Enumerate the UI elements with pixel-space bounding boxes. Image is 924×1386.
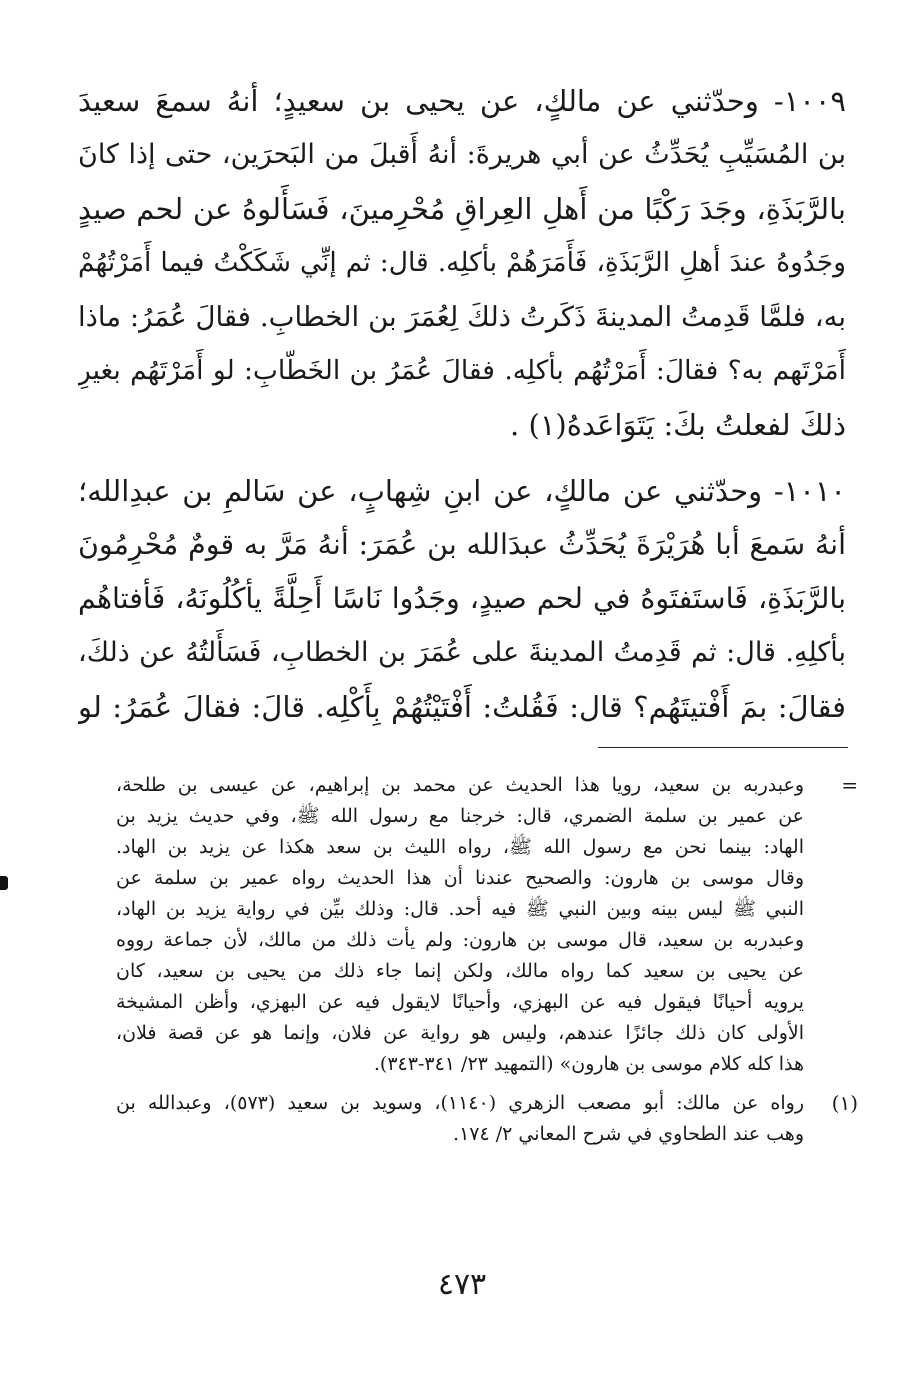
text-line: ١٠٠٩- وحدّثني عن مالكٍ، عن يحيى بن سعيدٍ؛ أنهُ سمعَ سعيدَ	[78, 84, 846, 118]
footnote-line: الأولى كان ذلك جائزًا عندهم، وليس هو رواية عن فلان، وإنما هو عن قصة فلان،	[116, 1022, 804, 1044]
text-line: بن المُسَيِّبِ يُحَدِّثُ عن أبي هريرةَ: أنهُ أَقبلَ من البَحرَين، حتى إذا كانَ	[78, 139, 846, 170]
text-line: بأكلِهِ. قال: ثم قَدِمتُ المدينةَ على عُمَرَ بن الخطابِ، فَسَأَلتُهُ عن ذلكَ،	[78, 637, 846, 668]
footnote-line: هذا كله كلام موسى بن هارون» (التمهيد ٢٣/ ٣٤١-٣٤٣).	[373, 1053, 804, 1075]
text-line: فقالَ: بمَ أَفْتيتَهُم؟ قال: فَقُلتُ: أَفْتَيْتُهُمْ بِأَكْلِه. قالَ: فقالَ عُمَرُ: لو	[78, 690, 846, 724]
text-line: به، فلمَّا قَدِمتُ المدينةَ ذَكَرتُ ذلكَ لِعُمَرَ بن الخطابِ. فقالَ عُمَرُ: ماذا	[78, 301, 846, 333]
footnote-line: عن عمير بن سلمة الضمري، قال: خرجنا مع رسول الله ﷺ، وفي حديث يزيد بن	[116, 805, 804, 827]
footnote-line: النبي ﷺ ليس بينه وبين النبي ﷺ فيه أحد. قال: وذلك بيِّن في رواية يزيد بن الهاد،	[116, 898, 804, 920]
footnote-line: وعبدربه بن سعيد، رويا هذا الحديث عن محمد بن إبراهيم، عن عيسى بن طلحة،	[116, 774, 804, 796]
text-line: ١٠١٠- وحدّثني عن مالكٍ، عن ابنِ شِهابٍ، عن سَالمِ بن عبدِالله؛	[78, 474, 846, 508]
footnote-1-marker: (١)	[831, 1091, 858, 1115]
footnote-separator	[598, 747, 848, 748]
continuation-marker: =	[841, 773, 858, 797]
text-line: أنهُ سَمعَ أبا هُرَيْرَةَ يُحَدِّثُ عبدَالله بن عُمَرَ: أنهُ مَرَّ به قومٌ مُحْرِمُونَ	[78, 528, 846, 561]
footnote-line: الهاد: بينما نحن مع رسول الله ﷺ، رواه الليث بن سعد هكذا عن يزيد بن الهاد.	[116, 836, 804, 858]
text-line: بالرَّبَذَةِ، فَاستَفتَوهُ في لحم صيدٍ، وجَدُوا نَاسًا أَحِلَّةً يأكُلُونَهُ، فَأفتاهُم	[78, 582, 846, 615]
text-line: ذلكَ لفعلتُ بكَ: يَتَوَاعَدهُ(١) .	[510, 408, 846, 442]
footnote-line: رواه عن مالك: أبو مصعب الزهري (١١٤٠)، وسويد بن سعيد (٥٧٣)، وعبدالله بن	[116, 1092, 804, 1114]
footnote-line: وعبدربه بن سعيد، قال موسى بن هارون: ولم يأت ذلك من مالك، لأن جماعة رووه	[116, 929, 804, 951]
scan-edge-mark	[0, 876, 8, 890]
text-line: أَمَرْتَهم به؟ فقالَ: أَمَرْتُهُم بأكلِه. فقالَ عُمَرُ بن الخَطّابِ: لو أَمَرْتَهُم بغيرِ	[78, 355, 846, 386]
text-line: بالرَّبَذَةِ، وجَدَ رَكْبًا من أَهلِ العِراقِ مُحْرِمينَ، فَسَأَلوهُ عن لحم صيدٍ	[78, 192, 846, 226]
footnote-line: وهب عند الطحاوي في شرح المعاني ٢/ ١٧٤.	[453, 1123, 804, 1145]
page-number: ٤٧٣	[437, 1267, 487, 1302]
text-line: وجَدُوهُ عندَ أهلِ الرَّبَذَةِ، فَأَمَرَهُمْ بأكلِه. قال: ثم إنِّي شَكَكْتُ فيما أَمَرْتُهُمْ	[78, 247, 846, 278]
footnote-line: يرويه أحيانًا فيقول فيه عن البهزي، وأحيانًا لايقول فيه عن البهزي، وأظن المشيخة	[116, 991, 804, 1013]
footnote-line: عن يحيى بن سعيد كما رواه مالك، ولكن إنما جاء ذلك من يحيى بن سعيد، كان	[116, 960, 804, 982]
footnote-line: وقال موسى بن هارون: والصحيح عندنا أن هذا الحديث رواه عمير بن سلمة عن	[116, 867, 804, 889]
